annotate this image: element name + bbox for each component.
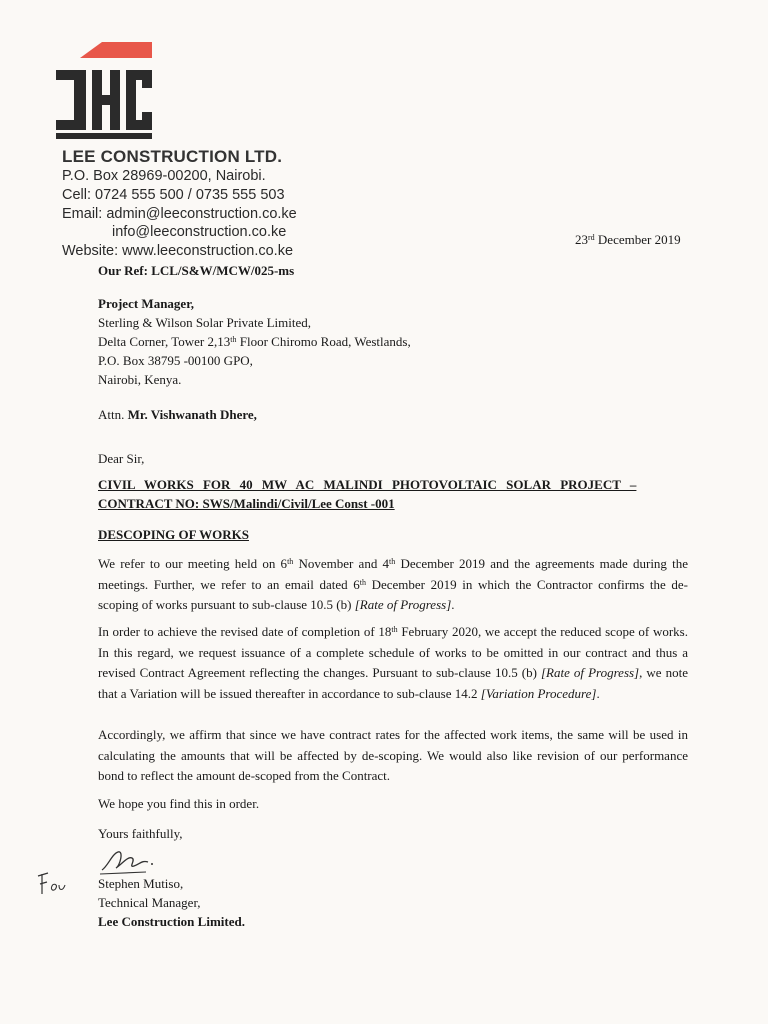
company-name: LEE CONSTRUCTION LTD. <box>62 147 283 166</box>
recipient-city: Nairobi, Kenya. <box>98 372 182 387</box>
date-suffix: rd <box>588 233 595 242</box>
company-cell: Cell: 0724 555 500 / 0735 555 503 <box>62 187 285 203</box>
date-day: 23 <box>575 232 588 247</box>
signatory-title: Technical Manager, <box>98 895 201 910</box>
p2-italic-b: [Rate of Progress] <box>541 665 640 680</box>
recipient-address-pre: Delta Corner, Tower 2,13 <box>98 334 231 349</box>
handwritten-signature <box>98 844 158 878</box>
p1-sup-a: th <box>287 557 294 566</box>
company-email-secondary: info@leeconstruction.co.ke <box>112 224 287 240</box>
recipient-company: Sterling & Wilson Solar Private Limited, <box>98 315 311 330</box>
p1-text-d: December 2019 in which the Contractor confirms the de-scoping of works pursuant to sub-clause 10.5 (b) <box>98 576 688 612</box>
section-heading: DESCOPING OF WORKS <box>98 527 249 542</box>
p1-text-c: December 2019 and the agreements made during the meetings. Further, we refer to an email dated 6 <box>98 556 688 592</box>
salutation: Dear Sir, <box>98 451 145 466</box>
subject-line-2: CONTRACT NO: SWS/Malindi/Civil/Lee Const -001 <box>98 496 395 511</box>
p1-text-a: We refer to our meeting held on 6 <box>98 556 288 571</box>
our-reference: Our Ref: LCL/S&W/MCW/025-ms <box>98 263 295 278</box>
company-po-box: P.O. Box 28969-00200, Nairobi. <box>62 168 266 184</box>
p2-sup-a: th <box>391 625 398 634</box>
recipient-title: Project Manager, <box>98 296 195 311</box>
paragraph-1 <box>98 554 688 616</box>
closing: Yours faithfully, <box>98 826 183 841</box>
recipient-address-post: Floor Chiromo Road, Westlands, <box>236 334 411 349</box>
p2-text-d: . <box>596 685 600 701</box>
company-logo <box>52 40 156 142</box>
p2-text-c: , we note that a Variation will be issued thereafter in accordance to sub-clause 14.2 <box>98 665 688 701</box>
subject-line-1: CIVIL WORKS FOR 40 MW AC MALINDI PHOTOVOLTAIC SOLAR PROJECT – <box>98 477 637 492</box>
company-email: Email: admin@leeconstruction.co.ke <box>62 206 297 222</box>
attention-line <box>98 407 257 423</box>
margin-handwriting <box>36 870 70 898</box>
p1-sup-b: th <box>389 557 396 566</box>
paragraph-2 <box>98 622 688 704</box>
p2-text-b: February 2020, we accept the reduced scope of works. In this regard, we request issuance of a complete schedule of works to be omitted in our contract and thus a revised Contract Agreement reflecting the changes. Pursuant to sub-clause 10.5 (b) <box>98 624 688 680</box>
recipient-po-box: P.O. Box 38795 -00100 GPO, <box>98 353 253 368</box>
letter-date <box>575 232 681 248</box>
attention-label: Attn. <box>98 407 125 422</box>
p1-sup-c: th <box>359 577 366 587</box>
date-rest: December 2019 <box>597 232 681 247</box>
signatory-name: Stephen Mutiso, <box>98 876 184 891</box>
p1-italic-d: [Rate of Progress] <box>354 597 452 612</box>
paragraph-4: We hope you find this in order. <box>98 796 260 811</box>
p2-text-a: In order to achieve the revised date of completion of 18 <box>98 624 392 639</box>
p1-text-e: . <box>451 597 455 612</box>
signatory-company: Lee Construction Limited. <box>98 914 245 929</box>
attention-name: Mr. Vishwanath Dhere, <box>127 407 257 422</box>
p1-text-b: November and 4 <box>293 556 390 571</box>
recipient-address <box>98 334 411 350</box>
paragraph-3: Accordingly, we affirm that since we have contract rates for the affected work items, the same will be used in calculating the amounts that will be affected by de-scoping. We would also like revision of our performance bond to reflect the amount de-scoped from the Contract. <box>98 727 688 783</box>
p2-italic-c: [Variation Procedure] <box>480 685 597 701</box>
recipient-address-sup: th <box>230 335 237 344</box>
company-website: Website: www.leeconstruction.co.ke <box>62 243 294 259</box>
